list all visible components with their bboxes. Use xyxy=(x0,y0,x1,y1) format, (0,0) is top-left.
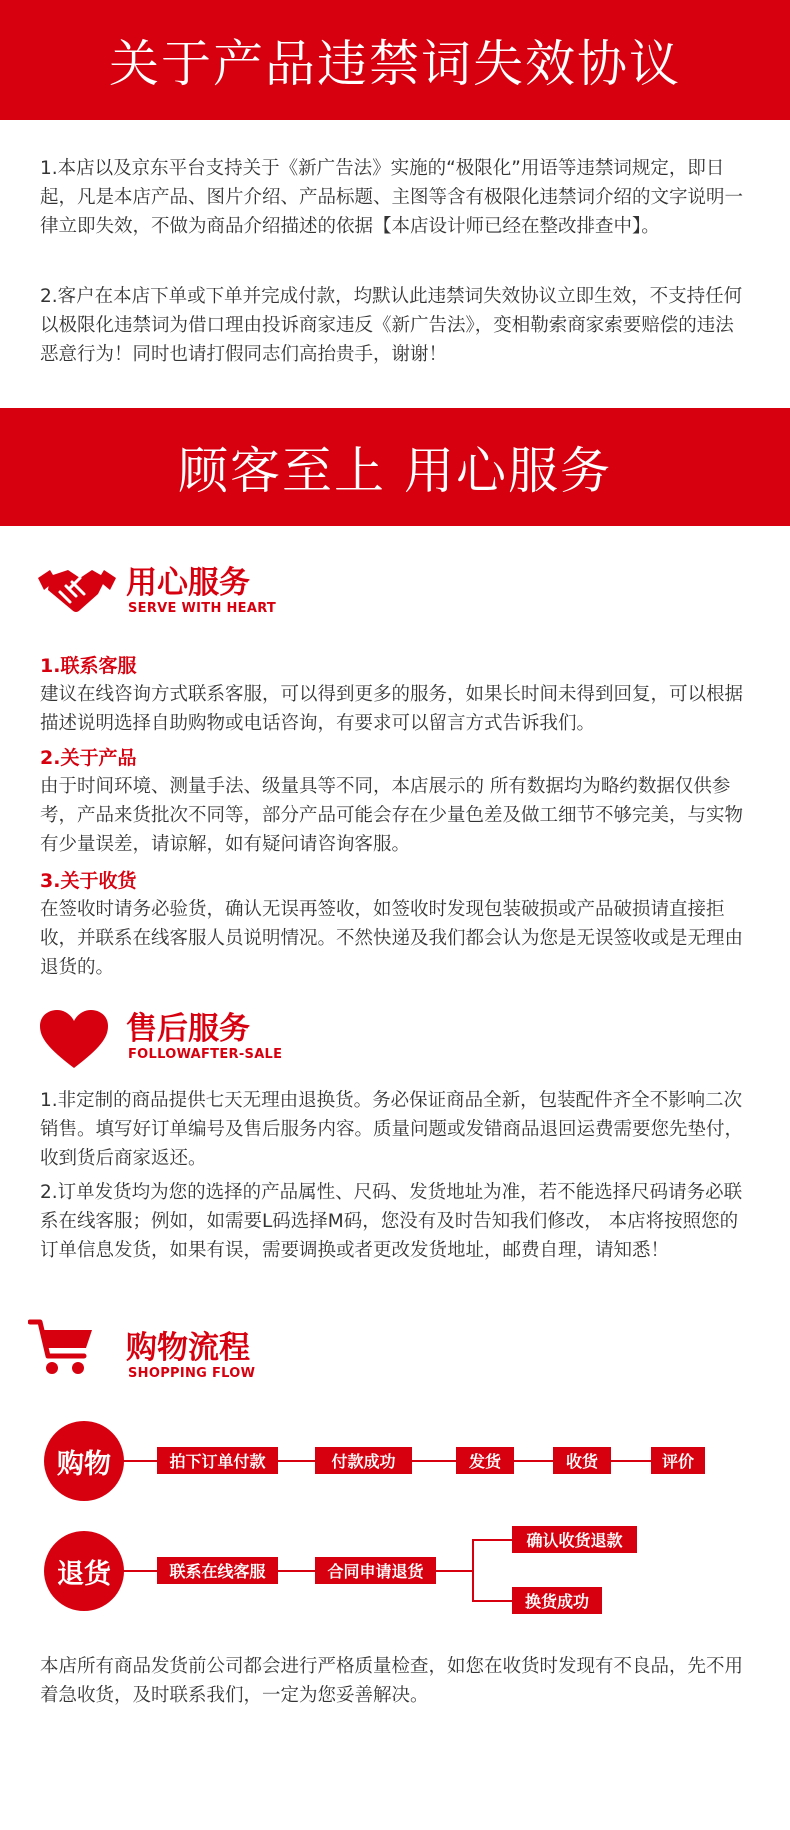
buy-circle: 购物 xyxy=(44,1421,124,1501)
after-sale-text-2: 2.订单发货均为您的选择的产品属性、尺码、发货地址为准，若不能选择尺码请务必联系在线客服；例如，如需要L码选择M码，您没有及时告知我们修改， 本店将按照您的订单信息发货，如果有误，需要调换或者更改发货地址，邮费自理，请知悉！ xyxy=(40,1182,743,1261)
buy-step-2: 付款成功 xyxy=(315,1447,412,1474)
agreement-banner xyxy=(0,0,790,120)
buy-step-5: 评价 xyxy=(651,1447,705,1474)
return-step-2: 合同申请退货 xyxy=(315,1557,436,1584)
agreement-paragraph-1: 1.本店以及京东平台支持关于《新广告法》实施的“极限化”用语等违禁词规定，即日起，凡是本店产品、图片介绍、产品标题、主图等含有极限化违禁词介绍的文字说明一律立即失效，不做为商品介绍描述的依据【本店设计师已经在整改排查中】。 xyxy=(40,158,744,237)
serve-text-3: 在签收时请务必验货，确认无误再签收，如签收时发现包装破损或产品破损请直接拒收，并联系在线客服人员说明情况。不然快递及我们都会认为您是无误签收或是无理由退货的。 xyxy=(40,899,744,978)
serve-text-2: 由于时间环境、测量手法、级量具等不同，本店展示的 所有数据均为略约数据仅供参考，产品来货批次不同等，部分产品可能会存在少量色差及做工细节不够完美，与实物有少量误差，请谅解，如有疑问请咨询客服。 xyxy=(40,776,744,855)
serve-section-subtitle: SERVE WITH HEART xyxy=(128,601,277,616)
after-sale-text-1: 1.非定制的商品提供七天无理由退换货。务必保证商品全新，包装配件齐全不影响二次销售。填写好订单编号及售后服务内容。质量问题或发错商品退回运费需要您先垫付，收到货后商家返还。 xyxy=(40,1090,744,1169)
serve-text-1: 建议在线咨询方式联系客服，可以得到更多的服务，如果长时间未得到回复，可以根据描述说明选择自助购物或电话咨询，有要求可以留言方式告诉我们。 xyxy=(40,684,744,734)
return-circle: 退货 xyxy=(44,1531,124,1611)
return-branch-bottom xyxy=(472,1600,512,1602)
shopping-cart-icon xyxy=(28,1318,94,1380)
return-branch-2: 换货成功 xyxy=(512,1587,602,1614)
service-banner xyxy=(0,408,790,526)
handshake-icon xyxy=(36,564,118,616)
return-branch-1: 确认收货退款 xyxy=(512,1526,637,1553)
buy-step-3: 发货 xyxy=(456,1447,514,1474)
serve-heading-1: 1.联系客服 xyxy=(40,655,137,677)
after-sale-section-subtitle: FOLLOWAFTER-SALE xyxy=(128,1047,283,1062)
footer-text: 本店所有商品发货前公司都会进行严格质量检查，如您在收货时发现有不良品，先不用着急收货，及时联系我们，一定为您妥善解决。 xyxy=(40,1656,744,1706)
agreement-paragraph-2: 2.客户在本店下单或下单并完成付款，均默认此违禁词失效协议立即生效，不支持任何以极限化违禁词为借口理由投诉商家违反《新广告法》，变相勒索商家索要赔偿的违法恶意行为！同时也请打假同志们高抬贵手，谢谢！ xyxy=(40,286,743,365)
return-branch-line xyxy=(472,1539,474,1602)
return-step-1: 联系在线客服 xyxy=(157,1557,278,1584)
heart-icon xyxy=(38,1008,110,1070)
after-sale-section-title: 售后服务 xyxy=(126,1011,250,1047)
shopping-flow-section-title: 购物流程 xyxy=(126,1330,250,1366)
buy-step-1: 拍下订单付款 xyxy=(157,1447,278,1474)
serve-section-title: 用心服务 xyxy=(126,565,250,601)
buy-step-4: 收货 xyxy=(553,1447,611,1474)
agreement-banner-title: 关于产品违禁词失效协议 xyxy=(109,35,681,93)
serve-heading-2: 2.关于产品 xyxy=(40,747,137,769)
return-branch-top xyxy=(472,1539,512,1541)
shopping-flow-section-subtitle: SHOPPING FLOW xyxy=(128,1366,256,1381)
serve-heading-3: 3.关于收货 xyxy=(40,870,137,892)
service-banner-title: 顾客至上 用心服务 xyxy=(178,442,612,500)
